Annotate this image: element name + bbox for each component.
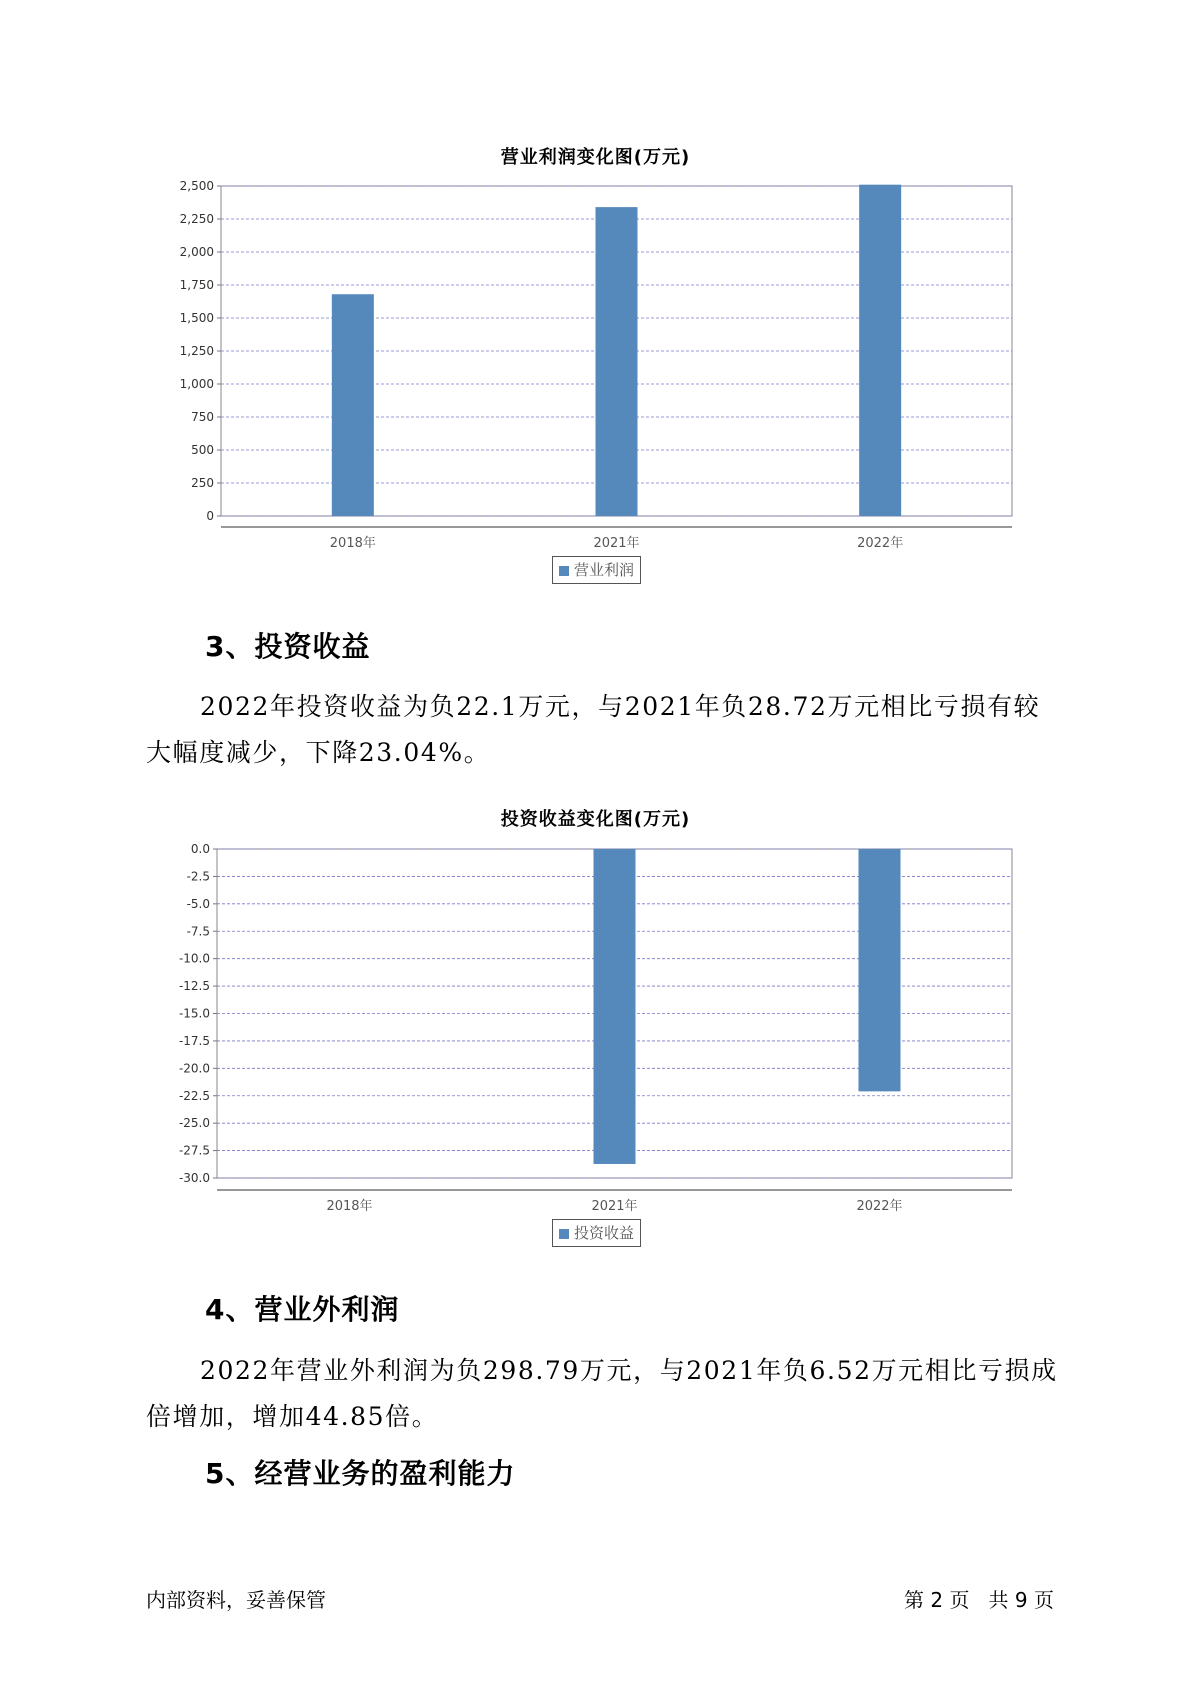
y-tick-label: -15.0 <box>178 1006 210 1021</box>
section3-paragraph: 2022年投资收益为负22.1万元，与2021年负28.72万元相比亏损有较大幅度减少，下降23.04%。 <box>146 692 1041 767</box>
chart2-title: 投资收益变化图(万元) <box>500 809 691 830</box>
y-tick-label: -27.5 <box>178 1143 210 1158</box>
y-tick-label: 1,000 <box>179 377 214 391</box>
chart1-legend-label: 营业利润 <box>574 561 635 579</box>
x-tick-label: 2018年 <box>326 1199 373 1214</box>
bar <box>859 849 901 1091</box>
y-tick-label: 2,250 <box>179 212 214 226</box>
y-tick-label: 0 <box>206 509 214 523</box>
y-tick-label: 500 <box>191 443 214 457</box>
section3-heading: 3、投资收益 <box>205 630 371 663</box>
section4-paragraph: 2022年营业外利润为负298.79万元，与2021年负6.52万元相比亏损成倍增加，增加44.85倍。 <box>146 1356 1058 1431</box>
x-tick-label: 2022年 <box>857 536 904 551</box>
chart2-legend <box>552 1219 641 1247</box>
y-tick-label: -17.5 <box>178 1033 210 1048</box>
y-tick-label: -10.0 <box>178 951 210 966</box>
y-tick-label: 2,500 <box>179 179 214 193</box>
y-tick-label: -12.5 <box>178 979 210 994</box>
y-tick-label: -7.5 <box>186 924 210 939</box>
y-tick-label: 250 <box>191 476 214 490</box>
y-tick-label: -20.0 <box>178 1061 210 1076</box>
y-tick-label: 2,000 <box>179 245 214 259</box>
section4-heading: 4、营业外利润 <box>205 1293 400 1326</box>
chart1-title: 营业利润变化图(万元) <box>500 147 691 168</box>
y-tick-label: -5.0 <box>186 896 210 911</box>
footer-confidential: 内部资料，妥善保管 <box>146 1588 326 1612</box>
y-tick-label: 1,750 <box>179 278 214 292</box>
x-tick-label: 2018年 <box>329 536 376 551</box>
x-tick-label: 2021年 <box>593 536 640 551</box>
y-tick-label: 1,250 <box>179 344 214 358</box>
y-tick-label: 1,500 <box>179 311 214 325</box>
y-tick-label: -25.0 <box>178 1116 210 1131</box>
y-tick-label: -2.5 <box>186 869 210 884</box>
y-tick-label: 750 <box>191 410 214 424</box>
y-tick-label: 0.0 <box>190 842 210 856</box>
x-tick-label: 2021年 <box>591 1199 638 1214</box>
y-tick-label: -22.5 <box>178 1088 210 1103</box>
x-tick-label: 2022年 <box>856 1199 903 1214</box>
bar <box>594 849 636 1164</box>
y-tick-label: -30.0 <box>178 1171 210 1185</box>
section5-heading: 5、经营业务的盈利能力 <box>205 1457 516 1490</box>
legend-swatch <box>559 1229 569 1239</box>
footer-page-number: 第 2 页 共 9 页 <box>904 1588 1054 1612</box>
chart2-legend-label: 投资收益 <box>574 1224 635 1242</box>
